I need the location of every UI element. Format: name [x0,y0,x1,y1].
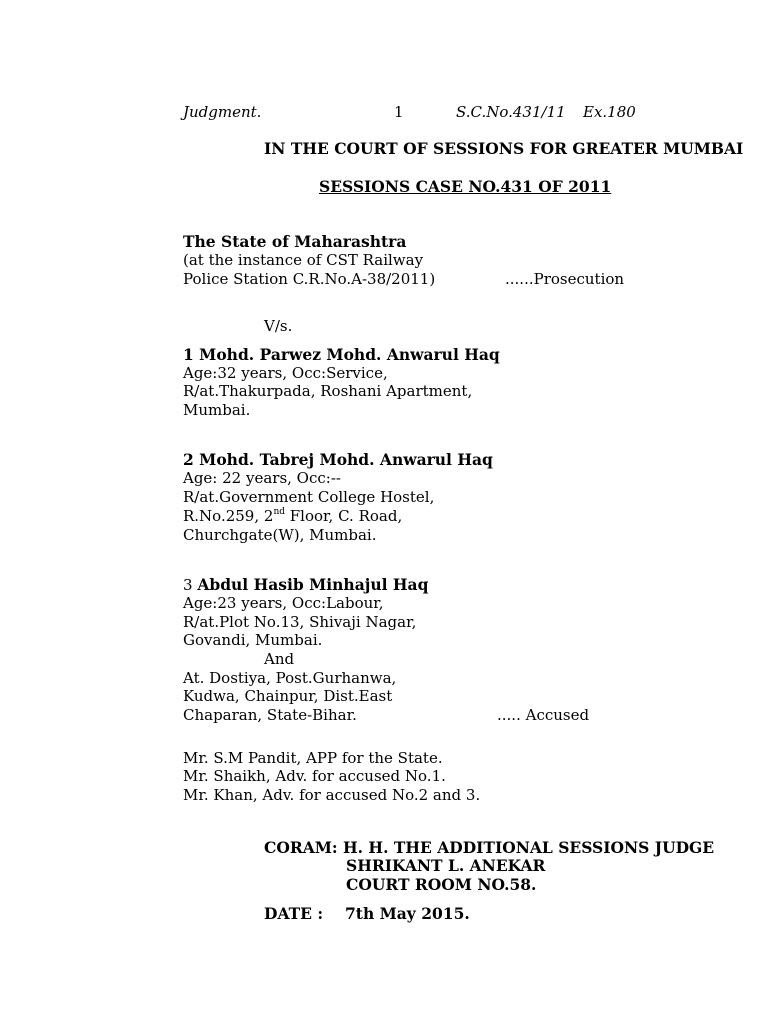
accused-2-detail: Churchgate(W), Mumbai. [183,526,377,544]
advocate-line: Mr. S.M Pandit, APP for the State. [183,749,443,767]
case-title: SESSIONS CASE NO.431 OF 2011 [319,177,612,196]
accused-2-detail: Age: 22 years, Occ:-- [183,469,341,487]
accused-3-and: And [264,650,295,668]
accused-3-detail: Kudwa, Chainpur, Dist.East [183,687,393,705]
case-reference: S.C.No.431/11 [456,103,566,121]
accused-2-detail: R/at.Government College Hostel, [183,488,435,506]
advocate-line: Mr. Shaikh, Adv. for accused No.1. [183,767,446,785]
prosecution-name: The State of Maharashtra [183,232,407,251]
accused-1-detail: Mumbai. [183,401,251,419]
coram-court-room: COURT ROOM NO.58. [346,875,537,894]
prosecution-line: (at the instance of CST Railway [183,251,424,269]
page-number: 1 [394,103,404,121]
coram-judge-name: SHRIKANT L. ANEKAR [346,856,546,875]
accused-1-detail: Age:32 years, Occ:Service, [183,364,388,382]
accused-3-detail: Govandi, Mumbai. [183,631,323,649]
coram-label: CORAM: [264,838,338,857]
advocate-line: Mr. Khan, Adv. for accused No.2 and 3. [183,786,481,804]
accused-2-room: R.No.259, 2 [183,507,274,525]
header-judgment: Judgment. [183,103,262,121]
prosecution-role: ......Prosecution [505,270,625,288]
accused-2-detail [183,507,402,526]
accused-3-heading [183,575,428,595]
accused-3-number: 3 [183,576,193,594]
accused-1-name: 1 Mohd. Parwez Mohd. Anwarul Haq [183,345,500,364]
accused-2-floor: Floor, C. Road, [285,507,403,525]
accused-3-detail: Chaparan, State-Bihar. [183,706,357,724]
versus-label: V/s. [264,317,293,335]
accused-3-detail: At. Dostiya, Post.Gurhanwa, [183,669,397,687]
accused-3-name: Abdul Hasib Minhajul Haq [197,575,429,594]
accused-1-detail: R/at.Thakurpada, Roshani Apartment, [183,382,473,400]
accused-role: ..... Accused [497,706,590,724]
accused-3-detail: R/at.Plot No.13, Shivaji Nagar, [183,613,417,631]
prosecution-line: Police Station C.R.No.A-38/2011) [183,270,436,288]
ordinal-suffix: nd [273,507,285,517]
accused-2-name: 2 Mohd. Tabrej Mohd. Anwarul Haq [183,450,493,469]
accused-3-detail: Age:23 years, Occ:Labour, [183,594,384,612]
exhibit-number: Ex.180 [583,103,636,121]
date-value: 7th May 2015. [345,904,470,923]
court-title: IN THE COURT OF SESSIONS FOR GREATER MUMBAI [264,139,744,158]
coram-judge-title: H. H. THE ADDITIONAL SESSIONS JUDGE [343,838,715,857]
date-label: DATE : [264,904,324,923]
